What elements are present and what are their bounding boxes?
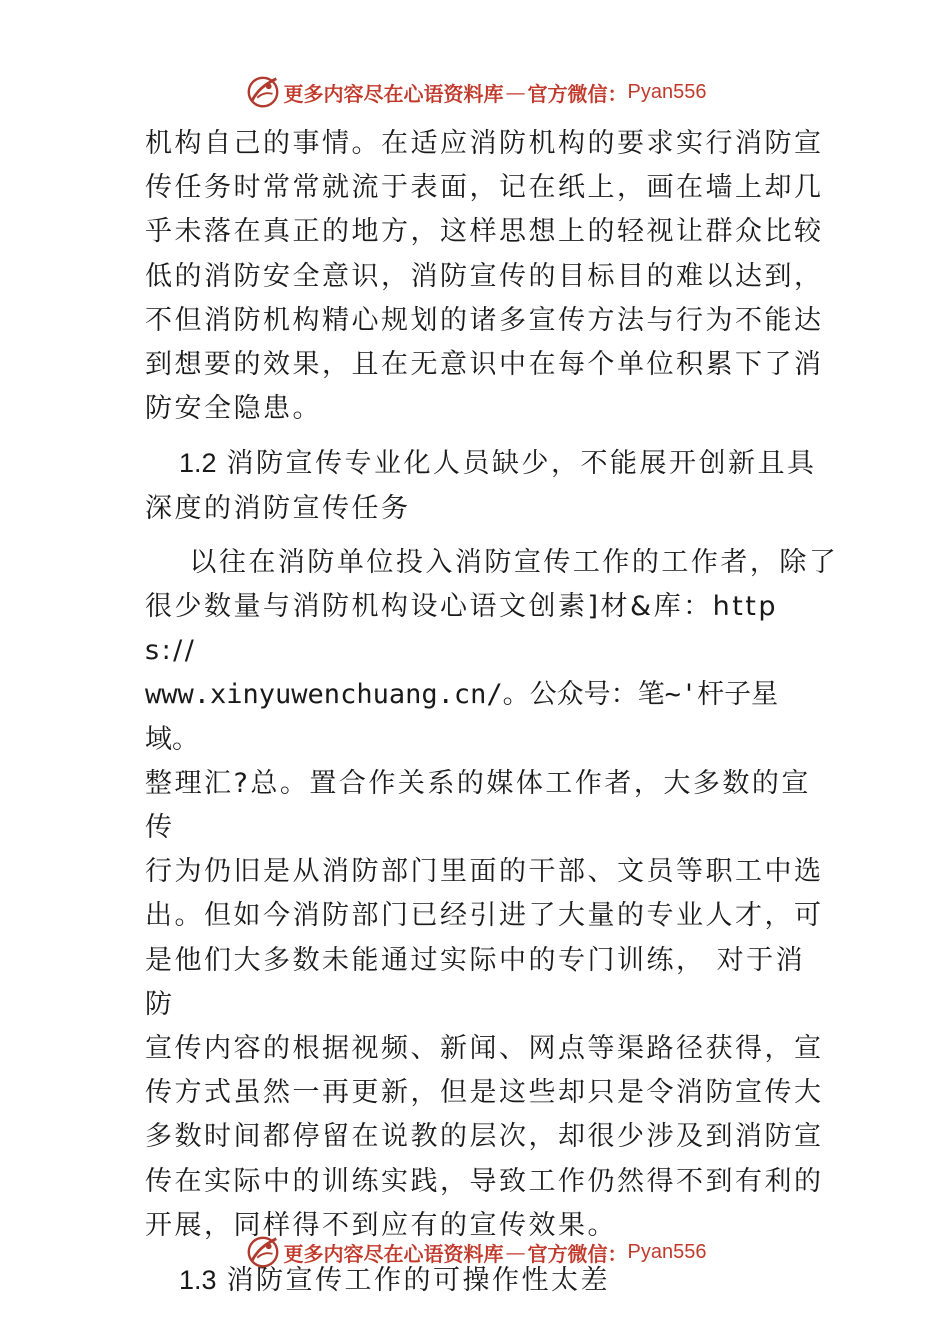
- body-paragraph: 机构自己的事情。在适应消防机构的要求实行消防宣 传任务时常常就流于表面，记在纸上，画在墙上却几 乎未落在真正的地方，这样思想上的轻视让群众比较 低的消防安全意识，消防宣传的目标目的难以达到， 不但消防机构精心规划的诸多宣传方法与行为不能达 到想要的效果，且在无意识中在每个单位积累下了消 防安全隐患。: [145, 128, 824, 425]
- paragraph-line: 整理汇?总。置合作关系的媒体工作者，大多数的宣传: [145, 767, 811, 844]
- paragraph-rest: 行为仍旧是从消防部门里面的干部、文员等职工中选 出。但如今消防部门已经引进了大量的专业人才，可 是他们大多数未能通过实际中的专门训练， 对于消防 宣传内容的根据视频、新闻、网点等渠路径获得，宣 传方式虽然一再更新，但是这些却只是令消防宣传大 多数时间都停留在说教的层次，却很少涉及到消防宣 传在实际中的训练实践，导致工作仍然得不到有利的 开展，同样得不到应有的宣传效果。: [145, 856, 824, 1241]
- section-heading-1-2: [145, 441, 825, 530]
- section-title: 消防宣传专业化人员缺少，不能展开创新且具 深度的消防宣传任务: [145, 448, 817, 524]
- wechat-label: 官方微信：: [527, 1241, 628, 1266]
- logo-icon: [244, 1233, 282, 1271]
- paragraph-line-url: www.xinyuwenchuang.cn/。公众号：笔~'杆子星域。: [145, 679, 779, 755]
- logo-icon: [244, 73, 282, 111]
- footer-banner: [0, 1230, 950, 1274]
- body-paragraph: [145, 541, 839, 1248]
- header-banner: [0, 70, 950, 114]
- site-name: 更多内容尽在心语资料库: [283, 1241, 504, 1266]
- site-name: 更多内容尽在心语资料库: [283, 81, 504, 106]
- banner-separator: —: [505, 1240, 526, 1264]
- wechat-account: Pyan556: [627, 1240, 707, 1263]
- wechat-account: Pyan556: [627, 80, 707, 103]
- banner-separator: —: [505, 80, 526, 104]
- document-body: [145, 122, 839, 1303]
- wechat-label: 官方微信：: [527, 81, 628, 106]
- paragraph-line: 以往在消防单位投入消防宣传工作的工作者，除了: [145, 546, 839, 578]
- paragraph-line-with-link: 很少数量与消防机构设心语文创素]材&库：https://: [145, 591, 779, 667]
- section-number: 1.3: [179, 1265, 217, 1296]
- section-number: 1.2: [179, 448, 217, 479]
- section-title: 消防宣传工作的可操作性太差: [226, 1265, 611, 1297]
